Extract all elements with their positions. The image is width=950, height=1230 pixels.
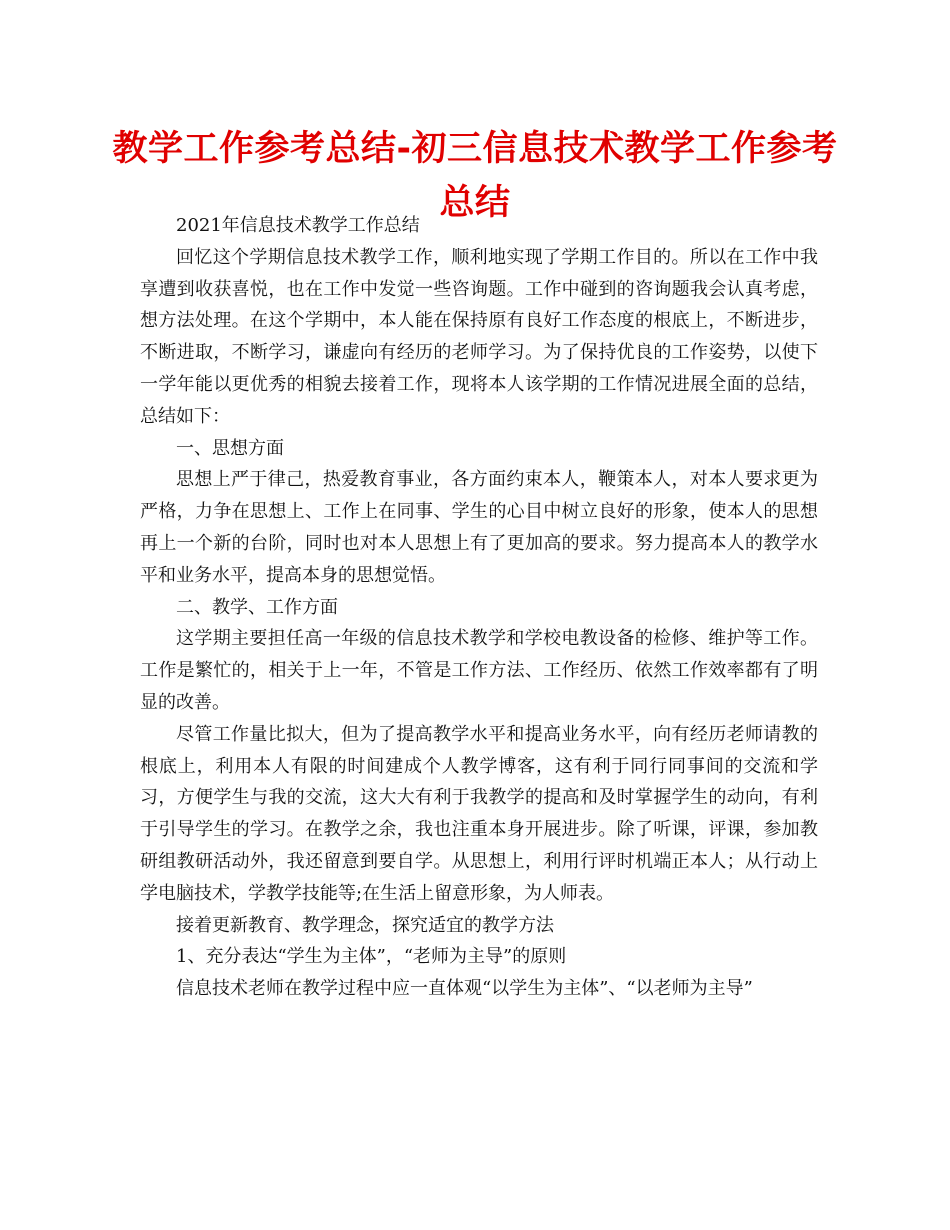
subtitle: 2021年信息技术教学工作总结 <box>176 215 420 236</box>
paragraph: 信息技术老师在教学过程中应一直体观“以学生为主体”、“以老师为主导” <box>176 978 753 1000</box>
paragraph: 接着更新教育、教学理念，探究适宜的教学方法 <box>176 914 554 936</box>
list-heading: 1、充分表达“学生为主体”，“老师为主导”的原则 <box>176 946 567 968</box>
paragraph: 尽管工作量比拟大，但为了提高教学水平和提高业务水平，向有经历老师请教的根底上，利用本人有限的时间建成个人教学博客，这有利于同行同事间的交流和学习，方便学生与我的交流，这大大有利于我教学的提高和及时掌握学生的动向，有利于引导学生的学习。在教学之余，我也注重本身开展进步。除了听课，评课，参加教研组教研活动外，我还留意到要自学。从思想上，利用行评时机端正本人；从行动上学电脑技术，学教学技能等;在生活上留意形象，为人师表。 <box>140 723 818 904</box>
paragraph: 这学期主要担任高一年级的信息技术教学和学校电教设备的检修、维护等工作。工作是繁忙的，相关于上一年，不管是工作方法、工作经历、依然工作效率都有了明显的改善。 <box>140 628 818 713</box>
section-heading: 一、思想方面 <box>176 437 284 459</box>
paragraph: 回忆这个学期信息技术教学工作，顺利地实现了学期工作目的。所以在工作中我享遭到收获喜悦，也在工作中发觉一些咨询题。工作中碰到的咨询题我会认真考虑，想方法处理。在这个学期中，本人能在保持原有良好工作态度的根底上，不断进步，不断进取，不断学习，谦虚向有经历的老师学习。为了保持优良的工作姿势，以使下一学年能以更优秀的相貌去接着工作，现将本人该学期的工作情况进展全面的总结，总结如下： <box>140 246 818 427</box>
document-title: 教学工作参考总结-初三信息技术教学工作参考总结 <box>112 129 838 223</box>
document-body <box>140 210 818 1005</box>
paragraph: 思想上严于律己，热爱教育事业，各方面约束本人，鞭策本人，对本人要求更为严格，力争在思想上、工作上在同事、学生的心目中树立良好的形象，使本人的思想再上一个新的台阶，同时也对本人思想上有了更加高的要求。努力提高本人的教学水平和业务水平，提高本身的思想觉悟。 <box>140 469 818 586</box>
section-heading: 二、教学、工作方面 <box>176 596 338 618</box>
